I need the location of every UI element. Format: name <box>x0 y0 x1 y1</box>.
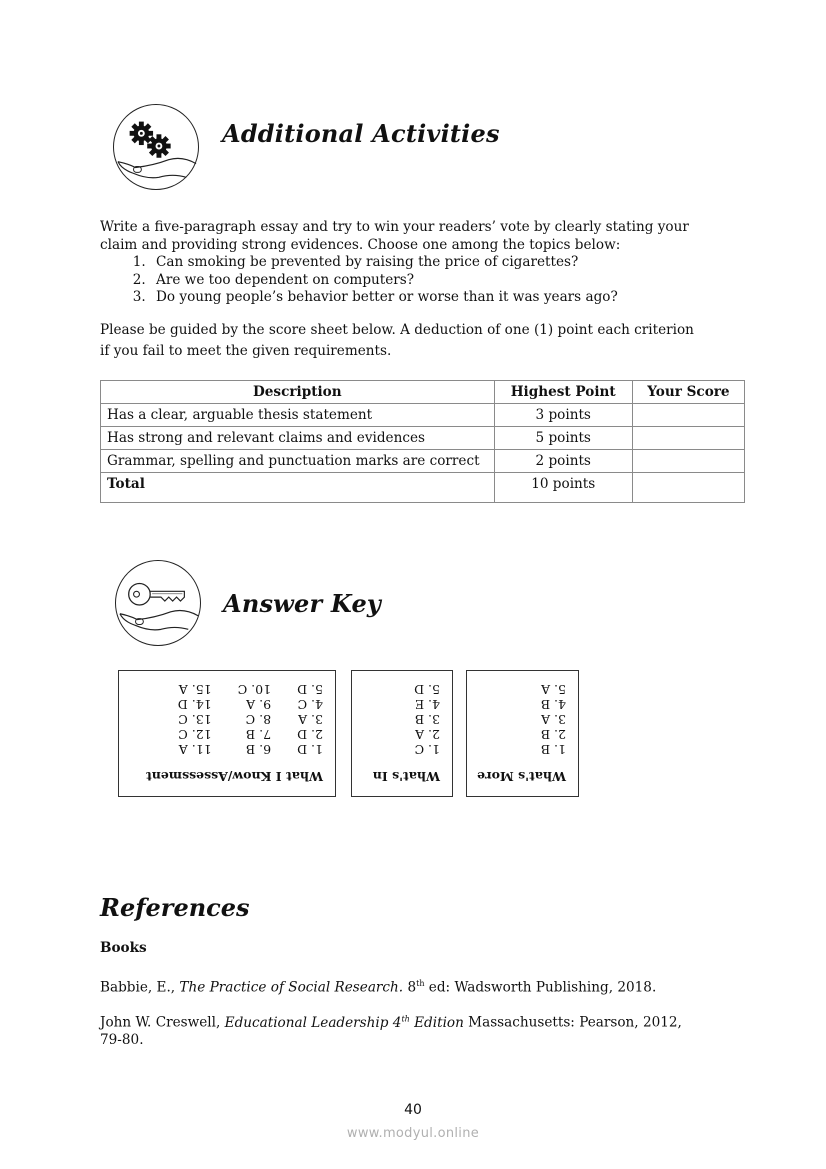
reference-title: The Practice of Social Research. <box>179 979 404 996</box>
reference-author: Babbie, E., <box>100 979 180 996</box>
gears-hand-icon <box>113 104 199 190</box>
answer-key-box-what-i-know <box>118 670 336 797</box>
answer-item: 3. B <box>414 712 440 727</box>
answer-item: 4. E <box>414 697 440 712</box>
criterion-description: Has a clear, arguable thesis statement <box>101 404 495 427</box>
answer-item: 11. A <box>178 742 212 757</box>
answer-column <box>178 682 212 757</box>
answer-key-box-whats-in <box>351 670 453 797</box>
answer-item: 1. B <box>540 742 566 757</box>
answer-item: 2. B <box>540 727 566 742</box>
answer-item: 5. D <box>297 682 323 697</box>
total-highest: 10 points <box>494 473 632 503</box>
answer-item: 8. C <box>245 712 272 727</box>
criterion-score[interactable] <box>632 404 744 427</box>
topic-item: 2. Are we too dependent on computers? <box>150 272 750 290</box>
answer-column <box>541 682 566 757</box>
section-title-additional-activities: Additional Activities <box>222 119 500 148</box>
activity-instructions <box>100 219 750 307</box>
answer-column <box>238 682 271 757</box>
criterion-description: Has strong and relevant claims and evidences <box>101 427 495 450</box>
criterion-highest: 3 points <box>494 404 632 427</box>
answer-item: 13. C <box>178 712 212 727</box>
criterion-highest: 2 points <box>494 450 632 473</box>
answer-item: 4. B <box>540 697 566 712</box>
answer-item: 1. D <box>297 742 323 757</box>
answer-item: 9. A <box>246 697 272 712</box>
table-total-row <box>101 473 745 503</box>
answer-item: 2. D <box>297 727 323 742</box>
reference-author: John W. Creswell, <box>100 1014 225 1031</box>
page-number: 40 <box>404 1102 422 1118</box>
answer-key-box-whats-more <box>466 670 579 797</box>
answer-item: 5. D <box>414 682 440 697</box>
answer-item: 3. A <box>541 712 566 727</box>
topic-item: 1. Can smoking be prevented by raising the price of cigarettes? <box>150 254 750 272</box>
answer-item: 1. C <box>414 742 440 757</box>
answer-item: 6. B <box>245 742 272 757</box>
guide-line: Please be guided by the score sheet below. A deduction of one (1) point each criterion <box>100 322 694 338</box>
topic-item: 3. Do young people’s behavior better or worse than it was years ago? <box>150 289 750 307</box>
reference-item: John W. Creswell, Educational Leadership 4th Edition Massachusetts: Pearson, 2012, 79-80. <box>100 1014 682 1049</box>
guide-line: if you fail to meet the given requirements. <box>100 343 392 359</box>
reference-title: Educational Leadership 4th Edition <box>224 1014 464 1031</box>
header-your-score: Your Score <box>632 381 744 404</box>
answer-item: 15. A <box>178 682 212 697</box>
criterion-score[interactable] <box>632 450 744 473</box>
answer-item: 5. A <box>541 682 566 697</box>
intro-line: Write a five-paragraph essay and try to win your readers’ vote by clearly stating your <box>100 219 689 235</box>
answer-item: 4. C <box>297 697 323 712</box>
reference-item: Babbie, E., The Practice of Social Research. 8th ed: Wadsworth Publishing, 2018. <box>100 979 657 996</box>
answer-item: 14. D <box>177 697 212 712</box>
answer-item: 3. A <box>298 712 323 727</box>
criterion-score[interactable] <box>632 427 744 450</box>
key-hand-icon <box>115 560 201 646</box>
answer-item: 2. A <box>415 727 440 742</box>
topic-list <box>100 254 750 307</box>
answer-item: 12. C <box>178 727 212 742</box>
table-row <box>101 450 745 473</box>
header-description: Description <box>101 381 495 404</box>
answer-key-box-title: What's In <box>372 769 440 784</box>
books-subheading: Books <box>100 940 147 956</box>
intro-line: claim and providing strong evidences. Choose one among the topics below: <box>100 236 621 253</box>
total-score[interactable] <box>632 473 744 503</box>
criterion-highest: 5 points <box>494 427 632 450</box>
section-title-answer-key: Answer Key <box>223 589 382 618</box>
header-highest-point: Highest Point <box>494 381 632 404</box>
answer-column <box>414 682 440 757</box>
answer-key-box-title: What I Know/Assessment <box>145 769 323 784</box>
answer-item: 7. B <box>245 727 272 742</box>
answer-item: 10. C <box>237 682 272 697</box>
score-sheet-table <box>100 380 745 503</box>
watermark: www.modyul.online <box>346 1126 480 1141</box>
answer-column <box>297 682 323 757</box>
score-guide-text <box>100 320 750 362</box>
table-header-row <box>101 381 745 404</box>
answer-key-box-title: What's More <box>477 769 566 784</box>
references-heading: References <box>100 893 250 922</box>
table-row <box>101 427 745 450</box>
criterion-description: Grammar, spelling and punctuation marks are correct <box>101 450 495 473</box>
total-label: Total <box>101 473 495 503</box>
table-row <box>101 404 745 427</box>
